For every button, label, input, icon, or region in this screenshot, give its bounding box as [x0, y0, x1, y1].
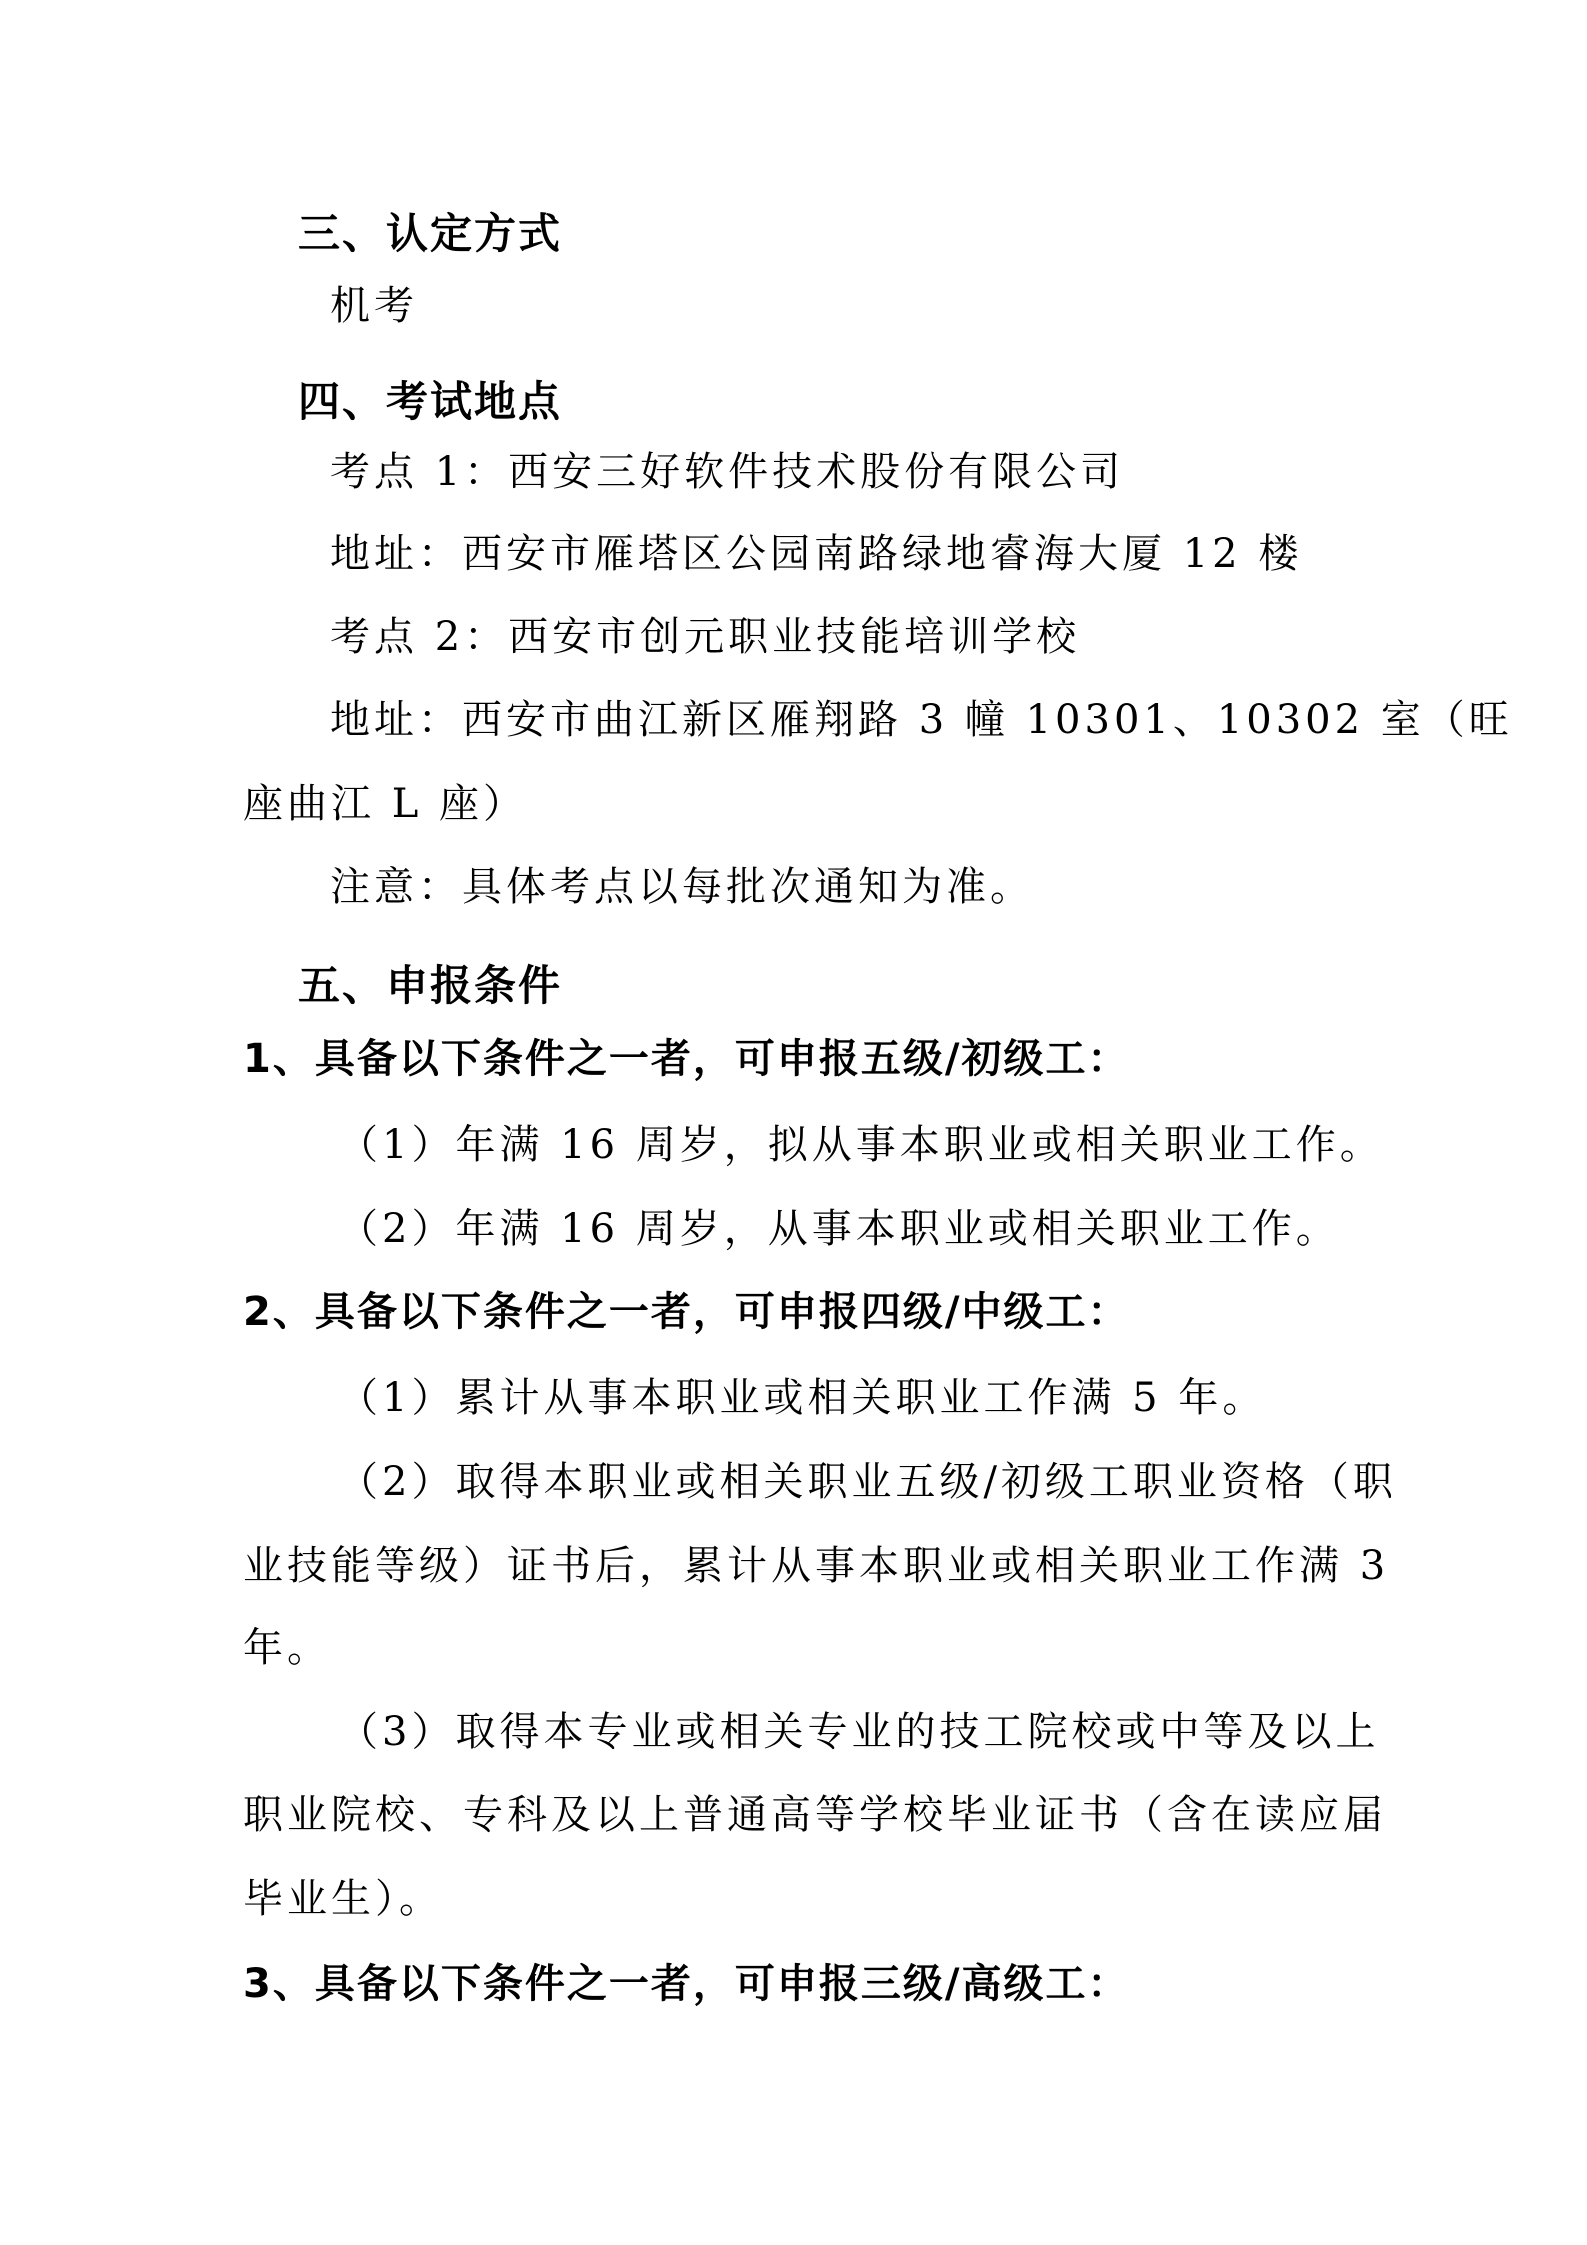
- section-heading-application-conditions: 五、申报条件: [298, 961, 563, 1010]
- section-heading-recognition-method: 三、认定方式: [298, 209, 563, 258]
- condition-2-title: 2、具备以下条件之一者，可申报四级/中级工：: [243, 1289, 1130, 1335]
- condition-1-item-2: （2）年满 16 周岁，从事本职业或相关职业工作。: [338, 1206, 1340, 1252]
- exam-site-1: 考点 1：西安三好软件技术股份有限公司: [330, 449, 1125, 495]
- condition-1-item-1: （1）年满 16 周岁，拟从事本职业或相关职业工作。: [338, 1122, 1384, 1168]
- condition-2-item-2-line2: 业技能等级）证书后，累计从事本职业或相关职业工作满 3: [243, 1543, 1390, 1589]
- exam-site-2: 考点 2：西安市创元职业技能培训学校: [330, 614, 1081, 660]
- section-heading-exam-location: 四、考试地点: [298, 377, 563, 426]
- exam-site-2-address-line1: 地址：西安市曲江新区雁翔路 3 幢 10301、10302 室（旺: [330, 697, 1513, 743]
- exam-site-1-address: 地址：西安市雁塔区公园南路绿地睿海大厦 12 楼: [330, 531, 1303, 577]
- exam-site-2-address-line2: 座曲江 L 座）: [243, 781, 527, 827]
- condition-2-item-3-line3: 毕业生）。: [243, 1876, 443, 1922]
- exam-location-note: 注意：具体考点以每批次通知为准。: [330, 864, 1034, 910]
- condition-2-item-3-line1: （3）取得本专业或相关专业的技工院校或中等及以上: [338, 1709, 1380, 1755]
- condition-2-item-2-line3: 年。: [243, 1625, 331, 1671]
- condition-3-title: 3、具备以下条件之一者，可申报三级/高级工：: [243, 1961, 1130, 2007]
- condition-2-item-1: （1）累计从事本职业或相关职业工作满 5 年。: [338, 1375, 1267, 1421]
- condition-2-item-2-line1: （2）取得本职业或相关职业五级/初级工职业资格（职: [338, 1459, 1397, 1505]
- condition-2-item-3-line2: 职业院校、专科及以上普通高等学校毕业证书（含在读应届: [243, 1792, 1387, 1838]
- condition-1-title: 1、具备以下条件之一者，可申报五级/初级工：: [243, 1036, 1130, 1082]
- recognition-method-text: 机考: [330, 283, 418, 329]
